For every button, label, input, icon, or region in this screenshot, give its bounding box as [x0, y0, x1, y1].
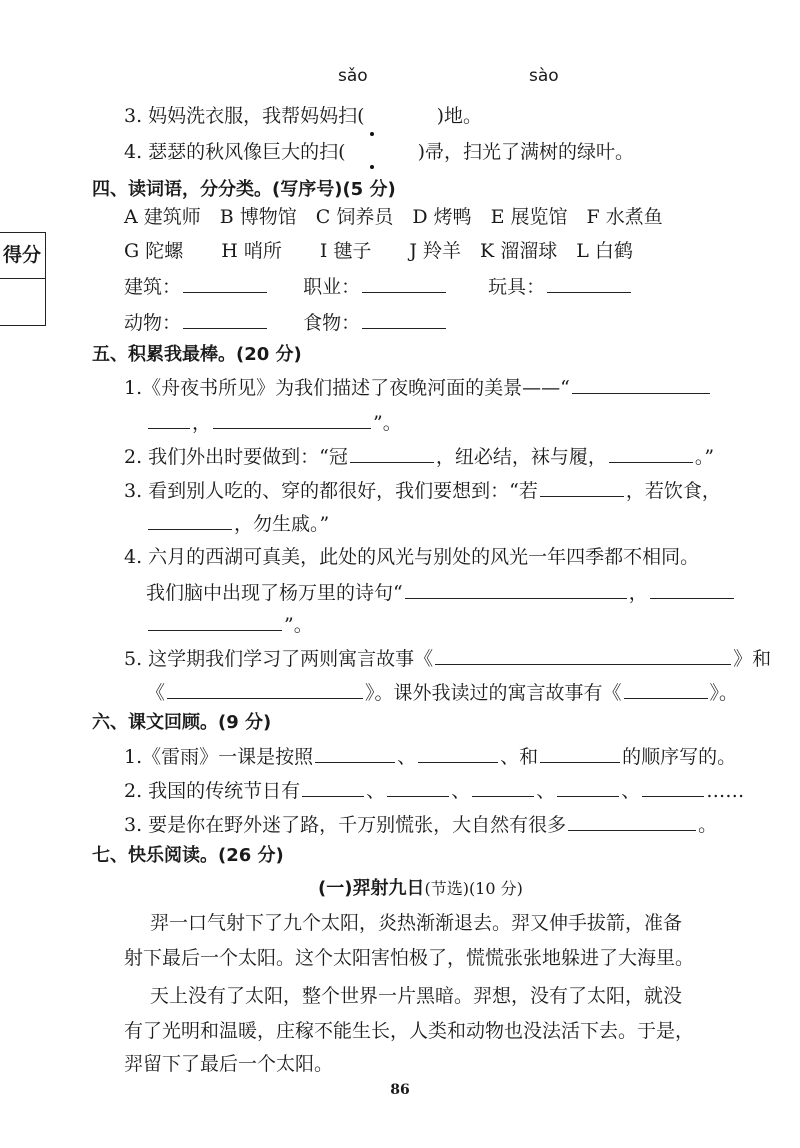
s6-sep: 、	[536, 780, 556, 802]
s5-item-4-cont	[146, 580, 736, 605]
label-job: 职业：	[303, 276, 361, 298]
s5-i5-text-a: 5. 这学期我们学习了两则寓言故事《	[124, 648, 434, 670]
s6-i3-end: 。	[698, 814, 718, 836]
s5-i2-text-a: 2. 我们外出时要做到：“冠	[124, 446, 348, 468]
s6-item-3	[124, 812, 717, 837]
s6-i1-sep: 、	[397, 746, 417, 768]
s5-i1-comma: ，	[192, 412, 212, 434]
answer-blank[interactable]	[148, 612, 282, 631]
s5-i5-text-d: 》。课外我读过的寓言故事有《	[365, 682, 622, 704]
answer-blank[interactable]	[624, 680, 708, 699]
s5-i4-text-b: 我们脑中出现了杨万里的诗句“	[146, 582, 403, 604]
s5-i5-text-c: 《	[146, 682, 166, 704]
answer-blank[interactable]	[650, 580, 734, 599]
s6-i1-end: 的顺序写的。	[622, 746, 737, 768]
s5-item-2	[124, 444, 714, 469]
answer-blank[interactable]	[572, 375, 710, 394]
s5-i1-text: 1.《舟夜书所见》为我们描述了夜晚河面的美景——“	[124, 377, 570, 399]
answer-blank[interactable]	[405, 580, 627, 599]
question-3	[124, 104, 482, 128]
s6-item-2	[124, 778, 744, 803]
category-row-2	[124, 310, 448, 335]
label-building: 建筑：	[124, 276, 182, 298]
emphasis-dot	[370, 165, 374, 169]
pinyin-sao4: sào	[529, 66, 559, 86]
answer-blank[interactable]	[472, 778, 534, 797]
page-number: 86	[390, 1082, 410, 1098]
s5-item-4-cont2	[146, 612, 313, 637]
passage-p2-line2: 有了光明和温暖，庄稼不能生长，人类和动物也没法活下去。于是，	[124, 1020, 695, 1042]
label-animal: 动物：	[124, 312, 182, 334]
s5-i3-text-c: ，勿生戚。”	[234, 513, 330, 535]
s6-item-1	[124, 744, 736, 769]
question-4	[124, 140, 634, 164]
s6-sep: 、	[621, 780, 641, 802]
s5-i3-text-a: 3. 看到别人吃的、穿的都很好，我们要想到：“若	[124, 480, 538, 502]
answer-blank[interactable]	[609, 444, 693, 463]
s6-i3-text: 3. 要是你在野外迷了路，千万别慌张，大自然有很多	[124, 814, 567, 836]
s5-i5-text-e: 》。	[709, 682, 739, 704]
answer-toy[interactable]	[547, 274, 631, 293]
s6-i1-and: 、和	[500, 746, 539, 768]
section-5-title: 五、积累我最棒。(20 分)	[92, 344, 302, 365]
s5-item-5-cont	[146, 680, 738, 705]
score-label: 得分	[0, 233, 45, 279]
label-toy: 玩具：	[488, 276, 546, 298]
word-row-2: G 陀螺 H 哨所 I 毽子 J 羚羊 K 溜溜球 L 白鹤	[124, 240, 633, 262]
answer-blank[interactable]	[213, 410, 371, 429]
word-row-1: A 建筑师 B 博物馆 C 饲养员 D 烤鸭 E 展览馆 F 水煮鱼	[124, 206, 663, 228]
answer-blank[interactable]	[540, 744, 620, 763]
q4-text-b: )帚，扫光了满树的绿叶。	[417, 141, 635, 163]
s5-i4-end: ”。	[284, 614, 313, 636]
category-row-1	[124, 274, 633, 299]
s5-i2-text-c: 。”	[694, 446, 715, 468]
answer-blank[interactable]	[557, 778, 619, 797]
s5-i3-text-b: ，若饮食，	[625, 480, 721, 502]
answer-blank[interactable]	[642, 778, 704, 797]
answer-building[interactable]	[183, 274, 267, 293]
passage-title-main: (一)羿射九日	[318, 878, 425, 899]
answer-job[interactable]	[362, 274, 446, 293]
s5-item-1	[124, 375, 712, 400]
s5-i1-end: ”。	[373, 412, 402, 434]
passage-title	[318, 876, 523, 901]
answer-blank[interactable]	[540, 478, 624, 497]
answer-blank[interactable]	[302, 778, 364, 797]
s5-i5-text-b: 》和	[733, 648, 772, 670]
pinyin-sao3: sǎo	[338, 66, 368, 86]
passage-p1-line2: 射下最后一个太阳。这个太阳害怕极了，慌慌张张地躲进了大海里。	[124, 947, 695, 969]
s5-item-1-cont	[146, 410, 402, 435]
label-food: 食物：	[303, 312, 361, 334]
s5-item-3	[124, 478, 721, 503]
section-7-title: 七、快乐阅读。(26 分)	[92, 845, 284, 866]
answer-blank[interactable]	[350, 444, 434, 463]
score-box	[0, 232, 46, 326]
answer-blank[interactable]	[167, 680, 363, 699]
section-6-title: 六、课文回顾。(9 分)	[92, 712, 272, 733]
s6-i1-text-a: 1.《雷雨》一课是按照	[124, 746, 314, 768]
s6-sep: 、	[451, 780, 471, 802]
s5-i4-comma: ，	[628, 582, 648, 604]
emphasis-dot	[370, 132, 374, 136]
s6-ellipsis: ……	[706, 780, 745, 802]
answer-blank[interactable]	[148, 410, 190, 429]
answer-blank[interactable]	[387, 778, 449, 797]
answer-food[interactable]	[362, 310, 446, 329]
passage-title-note: (节选)(10 分)	[424, 879, 523, 898]
answer-blank[interactable]	[315, 744, 395, 763]
answer-blank[interactable]	[148, 511, 232, 530]
s5-item-4: 4. 六月的西湖可真美，此处的风光与别处的风光一年四季都不相同。	[124, 546, 700, 568]
q3-text-b: )地。	[436, 105, 483, 127]
passage-p2-line3: 羿留下了最后一个太阳。	[124, 1053, 334, 1075]
section-4-title: 四、读词语，分分类。(写序号)(5 分)	[92, 179, 396, 200]
q3-text-a: 3. 妈妈洗衣服，我帮妈妈扫(	[124, 105, 365, 127]
answer-blank[interactable]	[435, 646, 731, 665]
s6-i2-text: 2. 我国的传统节日有	[124, 780, 301, 802]
s6-sep: 、	[366, 780, 386, 802]
s5-i2-text-b: ，纽必结，袜与履，	[435, 446, 607, 468]
s5-item-3-cont	[146, 511, 329, 536]
answer-blank[interactable]	[568, 812, 696, 831]
q4-text-a: 4. 瑟瑟的秋风像巨大的扫(	[124, 141, 346, 163]
answer-animal[interactable]	[183, 310, 267, 329]
passage-p2-line1: 天上没有了太阳，整个世界一片黑暗。羿想，没有了太阳，就没	[150, 985, 683, 1007]
s5-item-5	[124, 646, 771, 671]
passage-p1-line1: 羿一口气射下了九个太阳，炎热渐渐退去。羿又伸手拔箭，准备	[150, 912, 683, 934]
answer-blank[interactable]	[418, 744, 498, 763]
